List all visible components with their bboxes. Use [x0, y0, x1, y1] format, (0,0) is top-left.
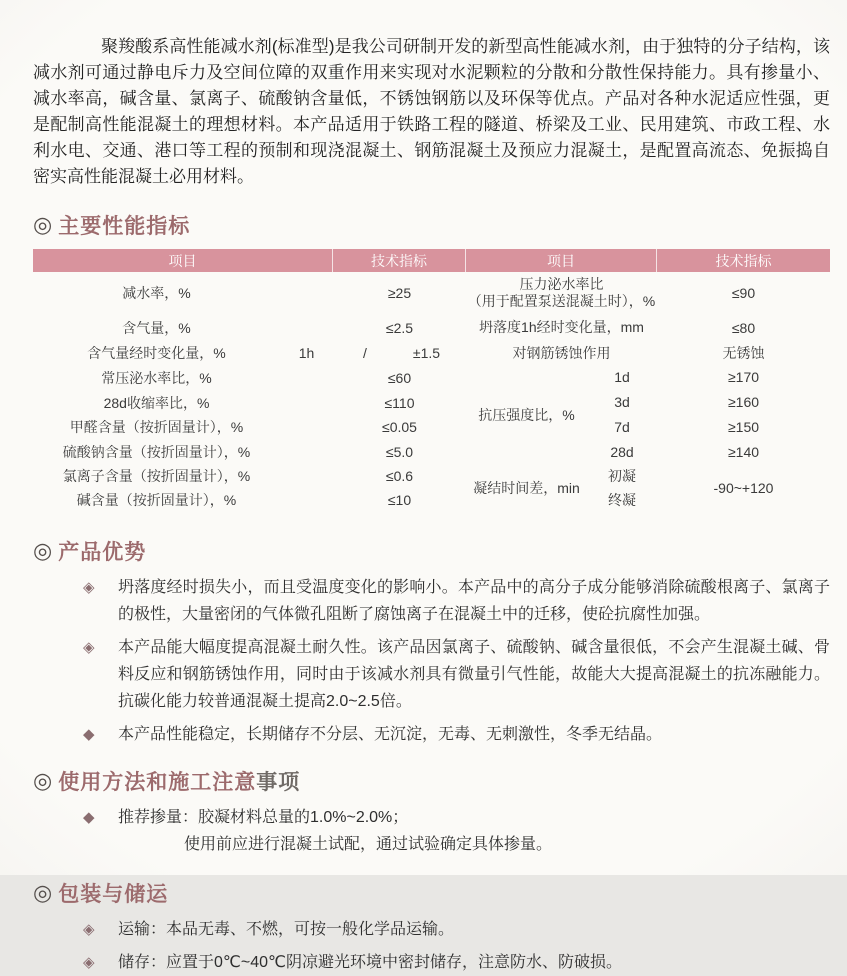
list-item	[33, 574, 830, 628]
row-label: 含气量，%	[122, 319, 191, 336]
row-label: 甲醛含量（按折固量计），%	[69, 419, 244, 435]
row-value-number: ±1.5	[412, 345, 441, 361]
section-bullseye-icon: ◎	[33, 212, 54, 237]
row-sub	[280, 464, 333, 488]
table-row	[33, 341, 466, 365]
document-content	[33, 34, 830, 976]
row-value: 无锈蚀	[722, 345, 765, 361]
row-sub	[280, 439, 333, 464]
row-value: ≤10	[387, 492, 412, 508]
age-cell: 3d	[614, 394, 630, 411]
transport-text: 运输：本品无毒、不燃，可按一般化学品运输。	[118, 921, 455, 938]
advantages-list	[33, 574, 830, 748]
list-item-text: 本产品能大幅度提高混凝土耐久性。该产品因氯离子、硫酸钠、碱含量很低，不会产生混凝土碱、骨料反应和钢筋锈蚀作用，同时由于该减水剂具有微量引气性能，故能大大提高混凝土的抗冻融能力。抗碳化能力较普通混凝土提高2.0~2.5倍。	[118, 639, 830, 710]
list-item-text	[118, 804, 830, 858]
diamond-bullet-icon: ◈	[83, 579, 95, 596]
section-heading-usage	[33, 766, 830, 796]
age-cell: 1d	[614, 369, 630, 386]
row-value: ≤90	[731, 285, 756, 301]
section-bullseye-icon: ◎	[33, 880, 54, 905]
row-value: ≤60	[387, 369, 412, 386]
section-title-usage: 使用方法和施工注意	[58, 771, 257, 794]
age-cell: 28d	[610, 443, 634, 460]
section-title-usage-suffix: 事项	[256, 771, 301, 794]
row-value: ≤5.0	[385, 443, 414, 460]
list-item	[33, 949, 830, 976]
value-cell: ≥160	[727, 394, 760, 411]
table-row	[33, 488, 466, 512]
value-cell: ≥140	[727, 443, 760, 460]
section-heading-packaging	[33, 878, 830, 908]
header-cell-item-left: 项目	[33, 249, 333, 272]
row-value: ≤0.6	[385, 468, 414, 484]
setting-initial: 初凝	[608, 468, 636, 484]
row-label-line2: （用于配置泵送混凝土时），%	[467, 293, 656, 309]
section-title-packaging: 包装与储运	[58, 883, 169, 906]
row-label-line1: 对钢筋锈蚀作用	[512, 344, 611, 361]
value-cell: ≥150	[727, 418, 760, 435]
setting-time-group	[466, 464, 830, 512]
trial-mix-text: 使用前应进行混凝土试配，通过试验确定具体掺量。	[184, 836, 553, 853]
group-subtypes	[587, 464, 657, 512]
table-row	[33, 415, 466, 439]
table-row	[33, 272, 466, 314]
row-value: ≥25	[387, 285, 412, 301]
diamond-bullet-icon: ◈	[83, 639, 95, 656]
row-label	[466, 341, 657, 365]
section-heading-performance	[33, 210, 830, 240]
group-label: 凝结时间差，min	[473, 480, 580, 496]
row-sub	[280, 390, 333, 415]
row-value: ≤110	[384, 394, 415, 411]
row-label	[466, 272, 657, 314]
age-cell: 7d	[614, 418, 630, 435]
dosage-text: 推荐掺量：胶凝材料总量的1.0%~2.0%；	[118, 809, 409, 826]
storage-text: 储存：应置于0℃~40℃阴凉避光环境中密封储存，注意防水、防破损。	[118, 954, 622, 971]
table-row	[33, 314, 466, 341]
table-left-half	[33, 272, 466, 512]
row-label: 减水率，%	[122, 285, 191, 301]
value-cell: ≥170	[727, 369, 760, 386]
table-row	[466, 341, 830, 365]
header-cell-item-right: 项目	[466, 249, 657, 272]
row-value	[333, 341, 466, 365]
table-body	[33, 272, 830, 512]
header-cell-spec-right: 技术指标	[715, 252, 772, 269]
packaging-list	[33, 916, 830, 976]
list-item	[33, 721, 830, 748]
header-cell-spec-left: 技术指标	[333, 249, 466, 272]
diamond-bullet-icon: ◆	[83, 809, 95, 826]
group-label: 抗压强度比，%	[478, 406, 575, 423]
row-label: 氯离子含量（按折固量计），%	[62, 468, 251, 484]
section-bullseye-icon: ◎	[33, 538, 54, 563]
section-title-advantages: 产品优势	[58, 541, 147, 564]
section-bullseye-icon: ◎	[33, 768, 54, 793]
performance-table	[33, 249, 830, 512]
row-sub: 1h	[298, 345, 315, 361]
strength-ratio-group	[466, 365, 830, 464]
diamond-bullet-icon: ◈	[83, 954, 95, 971]
row-label	[466, 314, 657, 341]
row-label: 28d收缩率比，%	[103, 394, 210, 411]
diamond-bullet-icon: ◈	[83, 921, 95, 938]
row-label: 常压泌水率比，%	[101, 369, 212, 386]
table-row	[33, 464, 466, 488]
row-label-line1: 坍落度1h经时变化量，mm	[479, 319, 644, 335]
section-title-performance: 主要性能指标	[58, 215, 191, 238]
list-item	[33, 634, 830, 715]
row-slash: /	[363, 345, 367, 361]
row-sub	[280, 415, 333, 439]
row-label: 碱含量（按折固量计），%	[76, 492, 237, 508]
group-ages	[587, 365, 657, 464]
table-right-half	[466, 272, 830, 512]
row-value: ≤80	[731, 319, 756, 336]
table-row	[33, 439, 466, 464]
section-heading-advantages	[33, 536, 830, 566]
row-label: 硫酸钠含量（按折固量计），%	[62, 443, 251, 460]
row-sub	[280, 488, 333, 512]
table-row	[466, 314, 830, 341]
row-sub	[280, 365, 333, 390]
usage-list	[33, 804, 830, 858]
diamond-bullet-icon: ◆	[83, 726, 95, 743]
row-value: ≤2.5	[385, 319, 414, 336]
list-item-text: 坍落度经时损失小，而且受温度变化的影响小。本产品中的高分子成分能够消除硫酸根离子、氯离子的极性，大量密闭的气体微孔阻断了腐蚀离子在混凝土中的迁移，使砼抗腐性加强。	[118, 579, 830, 623]
value-cell: -90~+120	[713, 480, 774, 496]
table-header-row	[33, 249, 830, 272]
row-label-line1: 压力泌水率比	[519, 276, 604, 292]
table-row	[33, 390, 466, 415]
table-row	[33, 365, 466, 390]
group-values	[657, 365, 830, 464]
list-item	[33, 804, 830, 858]
list-item-text: 本产品性能稳定，长期储存不分层、无沉淀，无毒、无刺激性，冬季无结晶。	[118, 726, 663, 743]
table-row	[466, 272, 830, 314]
list-item	[33, 916, 830, 943]
row-sub	[280, 314, 333, 341]
row-label: 含气量经时变化量，%	[87, 345, 226, 361]
intro-paragraph: 聚羧酸系高性能减水剂(标准型)是我公司研制开发的新型高性能减水剂，由于独特的分子结构，该减水剂可通过静电斥力及空间位障的双重作用来实现对水泥颗粒的分散和分散性保持能力。具有掺量小、减水率高，碱含量、氯离子、硫酸钠含量低，不锈蚀钢筋以及环保等优点。产品对各种水泥适应性强，更是配制高性能混凝土的理想材料。本产品适用于铁路工程的隧道、桥梁及工业、民用建筑、市政工程、水利水电、交通、港口等工程的预制和现浇混凝土、钢筋混凝土及预应力混凝土，是配置高流态、免振捣自密实高性能混凝土必用材料。	[33, 37, 830, 186]
row-sub	[280, 272, 333, 314]
row-value: ≤0.05	[382, 419, 417, 435]
setting-final: 终凝	[608, 492, 636, 508]
